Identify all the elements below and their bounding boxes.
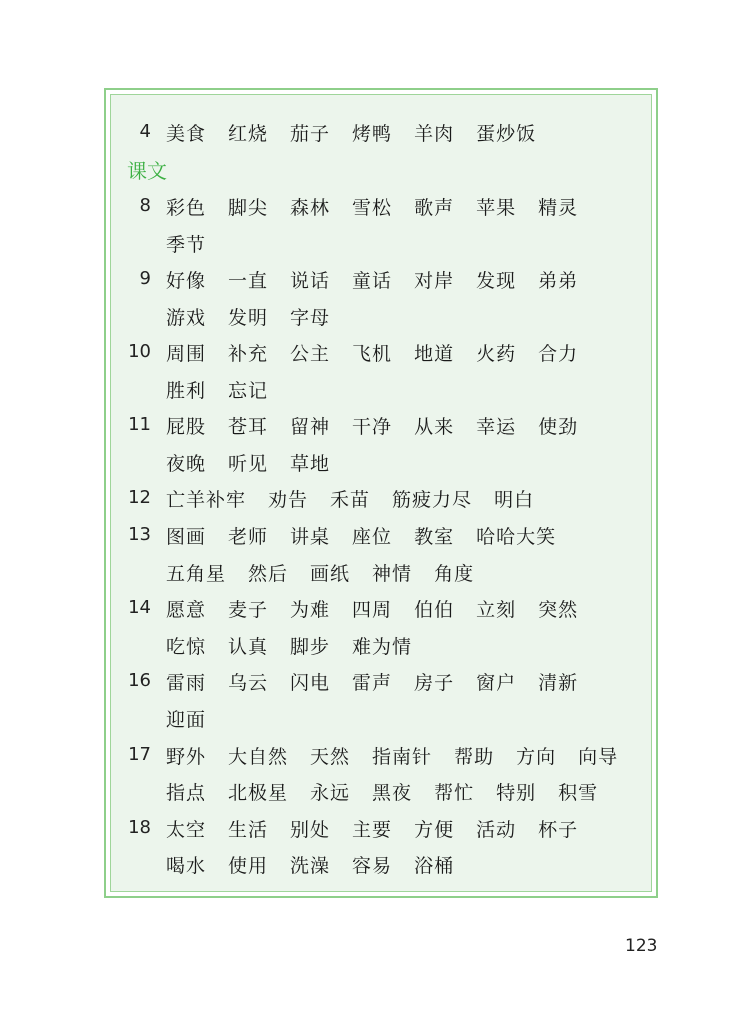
vocab-word: 方便: [414, 819, 455, 841]
word-list: [166, 815, 600, 842]
vocab-word: 彩色: [166, 197, 207, 219]
vocab-word: 苹果: [476, 197, 517, 219]
vocab-word: 发现: [476, 270, 517, 292]
word-list: [166, 303, 352, 330]
vocab-word: 脚尖: [228, 197, 269, 219]
vocabulary-panel: [110, 94, 652, 892]
vocab-word: 禾苗: [330, 489, 371, 511]
vocab-word: 飞机: [352, 343, 393, 365]
vocab-word: 森林: [290, 197, 331, 219]
word-list: [166, 742, 640, 769]
vocab-word: 浴桶: [414, 855, 455, 877]
vocab-word: 老师: [228, 526, 269, 548]
vocab-word: 留神: [290, 416, 331, 438]
vocab-word: 特别: [496, 782, 537, 804]
vocab-word: 脚步: [290, 636, 331, 658]
vocab-word: 季节: [166, 234, 207, 256]
vocab-word: 屁股: [166, 416, 207, 438]
vocab-word: 图画: [166, 526, 207, 548]
vocab-word: 窗户: [476, 672, 517, 694]
vocab-word: 胜利: [166, 380, 207, 402]
vocab-word: 游戏: [166, 307, 207, 329]
vocab-word: 草地: [290, 453, 331, 475]
vocab-word: 雪松: [352, 197, 393, 219]
vocab-word: 教室: [414, 526, 455, 548]
section-title: 课文: [127, 159, 167, 183]
vocab-word: 从来: [414, 416, 455, 438]
vocab-word: 听见: [228, 453, 269, 475]
vocab-word: 忘记: [228, 380, 269, 402]
vocab-word: 字母: [290, 307, 331, 329]
vocab-word: 烤鸭: [352, 123, 393, 145]
vocab-word: 干净: [352, 416, 393, 438]
vocab-word: 活动: [476, 819, 517, 841]
word-list: [166, 778, 620, 805]
vocab-word: 立刻: [476, 599, 517, 621]
vocab-word: 劝告: [268, 489, 309, 511]
vocab-word: 吃惊: [166, 636, 207, 658]
word-list: [166, 668, 600, 695]
vocab-word: 画纸: [310, 563, 351, 585]
vocab-word: 难为情: [352, 636, 413, 658]
lesson-number: 8: [139, 195, 151, 216]
vocab-word: 帮助: [454, 746, 495, 768]
vocab-word: 喝水: [166, 855, 207, 877]
vocab-word: 明白: [494, 489, 535, 511]
word-list: [166, 266, 600, 293]
vocab-word: 童话: [352, 270, 393, 292]
vocab-word: 房子: [414, 672, 455, 694]
vocab-word: 野外: [166, 746, 207, 768]
vocab-word: 地道: [414, 343, 455, 365]
word-list: [166, 705, 228, 732]
vocab-word: 主要: [352, 819, 393, 841]
lesson-number: 17: [128, 744, 151, 765]
lesson-number: 9: [139, 268, 151, 289]
vocabulary-box: [104, 88, 658, 898]
lesson-number: 14: [128, 597, 151, 618]
vocab-word: 为难: [290, 599, 331, 621]
word-list: [166, 376, 290, 403]
lesson-number: 10: [128, 341, 151, 362]
vocab-word: 容易: [352, 855, 393, 877]
page-number: 123: [625, 936, 658, 956]
vocab-word: 周围: [166, 343, 207, 365]
vocab-word: 乌云: [228, 672, 269, 694]
vocab-word: 五角星: [166, 563, 227, 585]
lesson-number: 11: [128, 414, 151, 435]
vocab-word: 杯子: [538, 819, 579, 841]
vocab-word: 洗澡: [290, 855, 331, 877]
vocab-word: 愿意: [166, 599, 207, 621]
vocab-word: 哈哈大笑: [476, 526, 557, 548]
vocab-word: 突然: [538, 599, 579, 621]
vocab-word: 使用: [228, 855, 269, 877]
vocab-word: 认真: [228, 636, 269, 658]
vocab-word: 清新: [538, 672, 579, 694]
vocab-word: 方向: [516, 746, 557, 768]
vocab-word: 蛋炒饭: [476, 123, 537, 145]
word-list: [166, 412, 600, 439]
vocab-word: 大自然: [228, 746, 289, 768]
vocab-word: 太空: [166, 819, 207, 841]
vocab-word: 公主: [290, 343, 331, 365]
lesson-number: 16: [128, 670, 151, 691]
vocab-word: 神情: [372, 563, 413, 585]
vocab-word: 发明: [228, 307, 269, 329]
vocab-word: 四周: [352, 599, 393, 621]
word-list: [166, 595, 600, 622]
vocab-word: 对岸: [414, 270, 455, 292]
vocab-word: 麦子: [228, 599, 269, 621]
vocab-word: 好像: [166, 270, 207, 292]
vocab-word: 指南针: [372, 746, 433, 768]
word-list: [166, 632, 434, 659]
vocab-word: 合力: [538, 343, 579, 365]
word-list: [166, 559, 496, 586]
vocab-word: 然后: [248, 563, 289, 585]
word-list: [166, 851, 476, 878]
word-list: [166, 485, 556, 512]
vocab-word: 积雪: [558, 782, 599, 804]
vocab-word: 精灵: [538, 197, 579, 219]
vocab-word: 歌声: [414, 197, 455, 219]
vocab-word: 帮忙: [434, 782, 475, 804]
lesson-number: 13: [128, 524, 151, 545]
vocab-word: 雷雨: [166, 672, 207, 694]
word-list: [166, 230, 228, 257]
vocab-word: 永远: [310, 782, 351, 804]
vocab-word: 使劲: [538, 416, 579, 438]
vocab-word: 生活: [228, 819, 269, 841]
vocab-word: 天然: [310, 746, 351, 768]
vocab-word: 羊肉: [414, 123, 455, 145]
lesson-number: 12: [128, 487, 151, 508]
vocab-word: 伯伯: [414, 599, 455, 621]
vocab-word: 苍耳: [228, 416, 269, 438]
vocab-word: 角度: [434, 563, 475, 585]
vocab-word: 弟弟: [538, 270, 579, 292]
word-list: [166, 522, 578, 549]
word-list: [166, 449, 352, 476]
vocab-word: 红烧: [228, 123, 269, 145]
vocab-word: 亡羊补牢: [166, 489, 247, 511]
vocab-word: 别处: [290, 819, 331, 841]
vocab-word: 补充: [228, 343, 269, 365]
vocab-word: 向导: [578, 746, 619, 768]
vocab-word: 一直: [228, 270, 269, 292]
vocab-word: 美食: [166, 123, 207, 145]
vocab-word: 黑夜: [372, 782, 413, 804]
vocab-word: 讲桌: [290, 526, 331, 548]
vocab-word: 茄子: [290, 123, 331, 145]
vocab-word: 指点: [166, 782, 207, 804]
vocab-word: 闪电: [290, 672, 331, 694]
word-list: [166, 119, 558, 146]
vocab-word: 说话: [290, 270, 331, 292]
vocab-word: 雷声: [352, 672, 393, 694]
vocab-word: 筋疲力尽: [392, 489, 473, 511]
word-list: [166, 193, 600, 220]
vocab-word: 迎面: [166, 709, 207, 731]
vocab-word: 夜晚: [166, 453, 207, 475]
word-list: [166, 339, 600, 366]
vocab-word: 幸运: [476, 416, 517, 438]
lesson-number: 4: [139, 121, 151, 142]
lesson-number: 18: [128, 817, 151, 838]
vocab-word: 火药: [476, 343, 517, 365]
vocab-word: 北极星: [228, 782, 289, 804]
vocab-word: 座位: [352, 526, 393, 548]
